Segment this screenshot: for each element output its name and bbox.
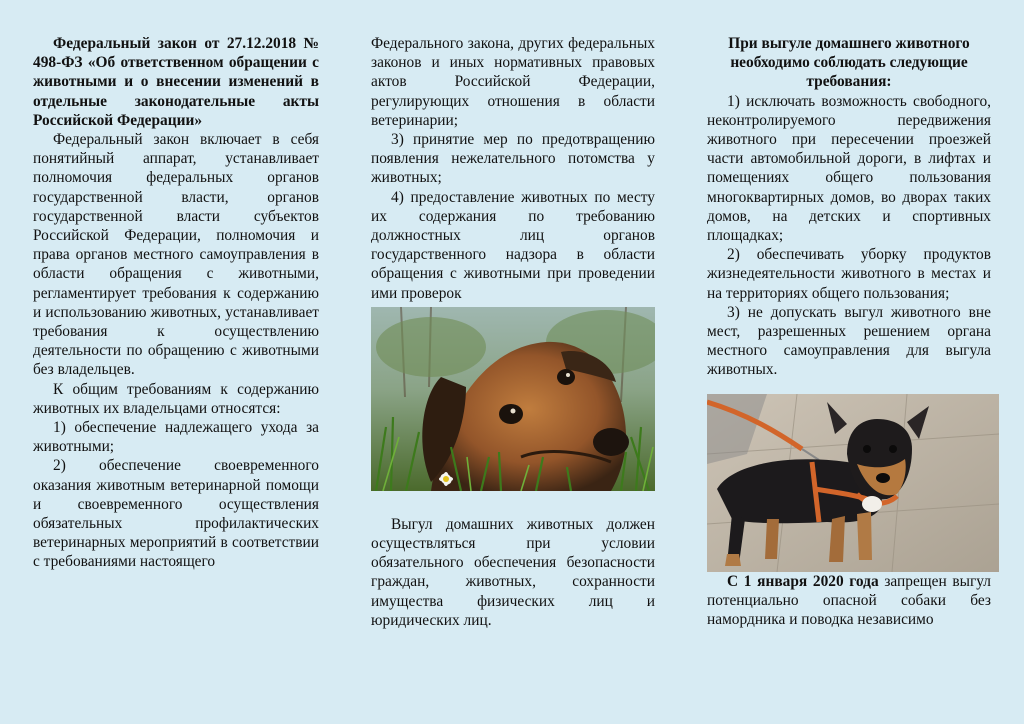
requirement-2-continued: Федерального закона, других федеральных законов и иных нормативных правовых актов Российской Федерации, регулирующих отношения в области ветеринарии; [371, 35, 655, 129]
walking-rule-1: 1) исключать возможность свободного, неконтролируемого передвижения животного при пересечении проезжей части автомобильной дороги, в лифтах и помещениях общего пользования многоквартирных домов, во дворах таких домов, на детских и спортивных площадках; [707, 92, 991, 245]
column-2 [371, 34, 655, 630]
date-emphasis: С 1 января 2020 года [727, 572, 879, 590]
muzzle-ban-paragraph [707, 572, 991, 630]
column-1 [33, 34, 319, 572]
walking-safety-paragraph: Выгул домашних животных должен осуществляться при условии обязательного обеспечения безопасности граждан, животных, сохранности имущества физических лиц и юридических лиц. [371, 515, 655, 629]
law-title: Федеральный закон от 27.12.2018 № 498-ФЗ «Об ответственном обращении с животными и о внесении изменений в отдельные законодательные акты Российской Федерации» [33, 35, 319, 129]
walking-requirements-heading: При выгуле домашнего животного необходимо соблюдать следующие требования: [728, 35, 970, 91]
requirement-2: 2) обеспечение своевременного оказания животным ветеринарной помощи и своевременного осуществления обязательных профилактических ветеринарных мероприятий в соответствии с требованиями настоящего [33, 457, 319, 571]
requirement-3: 3) принятие мер по предотвращению появления нежелательного потомства у животных; [371, 131, 655, 187]
muzzle-ban-text: запрещен выгул потенциально опасной собаки без намордника и поводка независимо [707, 572, 991, 629]
requirement-1: 1) обеспечение надлежащего ухода за животными; [33, 419, 319, 456]
requirement-4: 4) предоставление животных по месту их содержания по требованию должностных лиц органов государственного надзора в области обращения с животными при проведении ими проверок [371, 188, 655, 302]
requirements-intro: К общим требованиям к содержанию животных их владельцами относятся: [33, 380, 319, 417]
dog-on-leash-photo [707, 394, 999, 572]
walking-rule-2: 2) обеспечивать уборку продуктов жизнедеятельности животного в местах и на территориях общего пользования; [707, 246, 991, 302]
walking-rule-3: 3) не допускать выгул животного вне мест, разрешенных решением органа местного самоуправления для выгула животных. [707, 303, 991, 379]
law-intro-paragraph: Федеральный закон включает в себя понятийный аппарат, устанавливает полномочия федеральных органов государственной власти, органов государственной власти субъектов Российской Федерации, полномочия и права органов местного самоуправления в области обращения с животными, регламентирует требования к содержанию и использованию животных, устанавливает требования к осуществлению деятельности по обращению с животными без владельцев. [33, 131, 319, 379]
puppy-in-grass-photo [371, 307, 655, 491]
column-3 [707, 34, 991, 629]
